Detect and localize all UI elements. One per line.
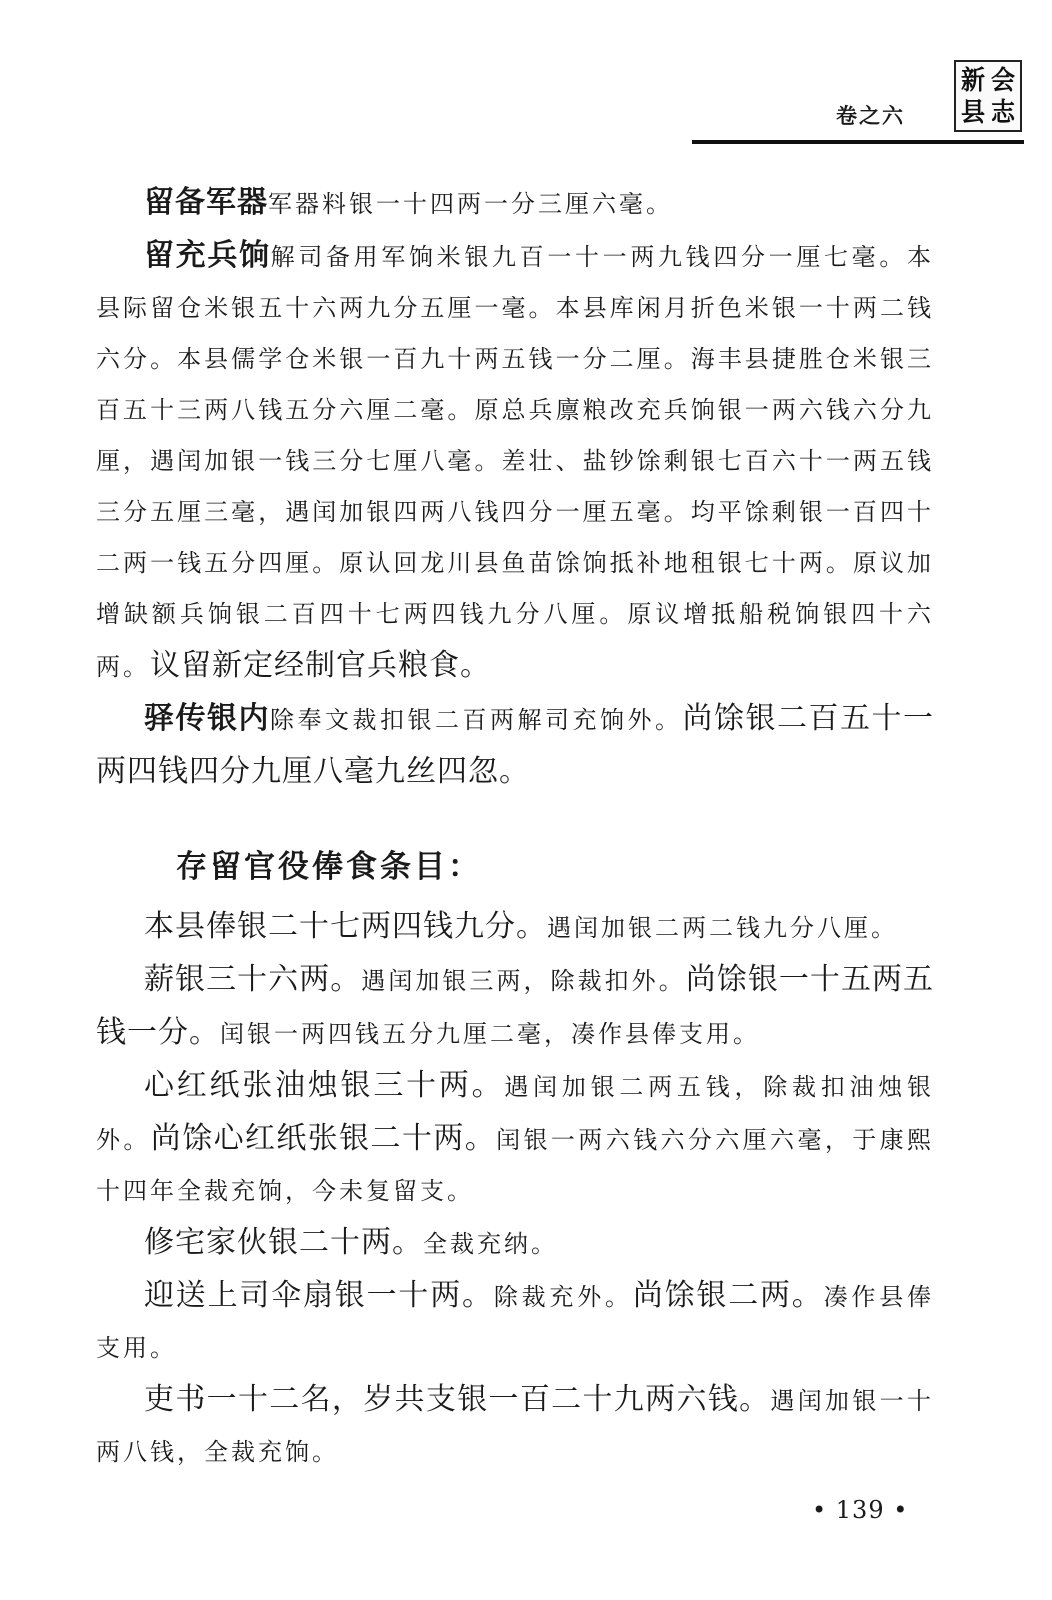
- text-run: 尚馀银二两。: [632, 1278, 824, 1313]
- text-run: 吏书一十二名，岁共支银一百二十九两六钱。: [144, 1382, 771, 1417]
- paragraph-salary: [96, 901, 934, 954]
- text-run: 遇闰加银一十两八钱，全裁充饷。: [96, 1387, 935, 1466]
- text-run: 尚馀心红纸张银二十两。: [150, 1121, 497, 1156]
- text-run: 留备军器: [144, 185, 268, 220]
- main-text: [96, 177, 934, 1478]
- text-run: 军器料银一十四两一分三厘六毫。: [268, 190, 673, 218]
- paragraph-furnishings: [96, 1217, 934, 1270]
- header-rule: [692, 140, 1024, 144]
- seal-char: 新: [961, 63, 985, 96]
- paragraph-paper-candles: [96, 1060, 934, 1217]
- text-run: 除奉文裁扣银二百两解司充饷外。: [270, 706, 683, 734]
- text-run: 全裁充纳。: [423, 1230, 558, 1258]
- text-run: 迎送上司伞扇银一十两。: [144, 1278, 494, 1313]
- section-spacer: [96, 799, 934, 837]
- text-run: 闰银一两四钱五分九厘二毫，凑作县俸支用。: [220, 1020, 760, 1048]
- text-run: 驿传银内: [144, 701, 270, 736]
- text-run: 遇闰加银二两二钱九分八厘。: [547, 914, 898, 942]
- section-title: 存留官役俸食条目：: [176, 849, 482, 885]
- page-number: • 139 •: [812, 1496, 909, 1524]
- seal-char: 会: [991, 63, 1015, 96]
- text-run: 解司备用军饷米银九百一十一两九钱四分一厘七毫。本县际留仓米银五十六两九分五厘一毫。本县库闲月折色米银一十两二钱六分。本县儒学仓米银一百九十两五钱一分二厘。海丰县捷胜仓米银三百五十三两八钱五分六厘二毫。原总兵廪粮改充兵饷银一两六钱六分九厘，遇闰加银一钱三分七厘八毫。差壮、盐钞馀剩银七百六十一两五钱三分五厘三毫，遇闰加银四两八钱四分一厘五毫。均平馀剩银一百四十二两一钱五分四厘。原认回龙川县鱼苗馀饷抵补地租银七十两。原议加增缺额兵饷银二百四十七两四钱九分八厘。原议增抵船税饷银四十六两。: [96, 243, 935, 681]
- paragraph-post-station: [96, 693, 934, 799]
- text-run: 本县俸银二十七两四钱九分。: [144, 909, 547, 944]
- text-run: 遇闰加银三两，除裁扣外。: [361, 967, 686, 995]
- text-run: 议留新定经制官兵粮食。: [150, 648, 491, 683]
- paragraph-umbrella-fan: [96, 1270, 934, 1374]
- text-run: 闰银一两六钱六分六厘六毫，于康熙十四年全裁充饷，今未复留支。: [96, 1126, 935, 1205]
- running-head: 卷之六: [836, 104, 905, 128]
- text-run: 薪银三十六两。: [144, 962, 362, 997]
- seal-stamp-icon: [954, 60, 1022, 132]
- text-run: 除裁充外。: [493, 1283, 633, 1311]
- text-run: 修宅家伙银二十两。: [144, 1225, 423, 1260]
- paragraph-military-rations: [96, 230, 934, 693]
- text-run: 留充兵饷: [144, 238, 271, 273]
- text-run: 心红纸张油烛银三十两。: [144, 1068, 505, 1103]
- text-run: 尚馀银一十五两五钱一分。: [96, 962, 935, 1050]
- paragraph-clerks: [96, 1374, 934, 1478]
- seal-char: 县: [961, 95, 985, 128]
- text-run: 遇闰加银二两五钱，除裁扣油烛银外。: [96, 1073, 935, 1154]
- paragraph-firewood: [96, 954, 934, 1060]
- text-run: 凑作县俸支用。: [96, 1283, 935, 1362]
- seal-char: 志: [991, 95, 1015, 128]
- text-run: 尚馀银二百五十一两四钱四分九厘八毫九丝四忽。: [96, 701, 934, 789]
- paragraph-military-equipment: [96, 177, 934, 230]
